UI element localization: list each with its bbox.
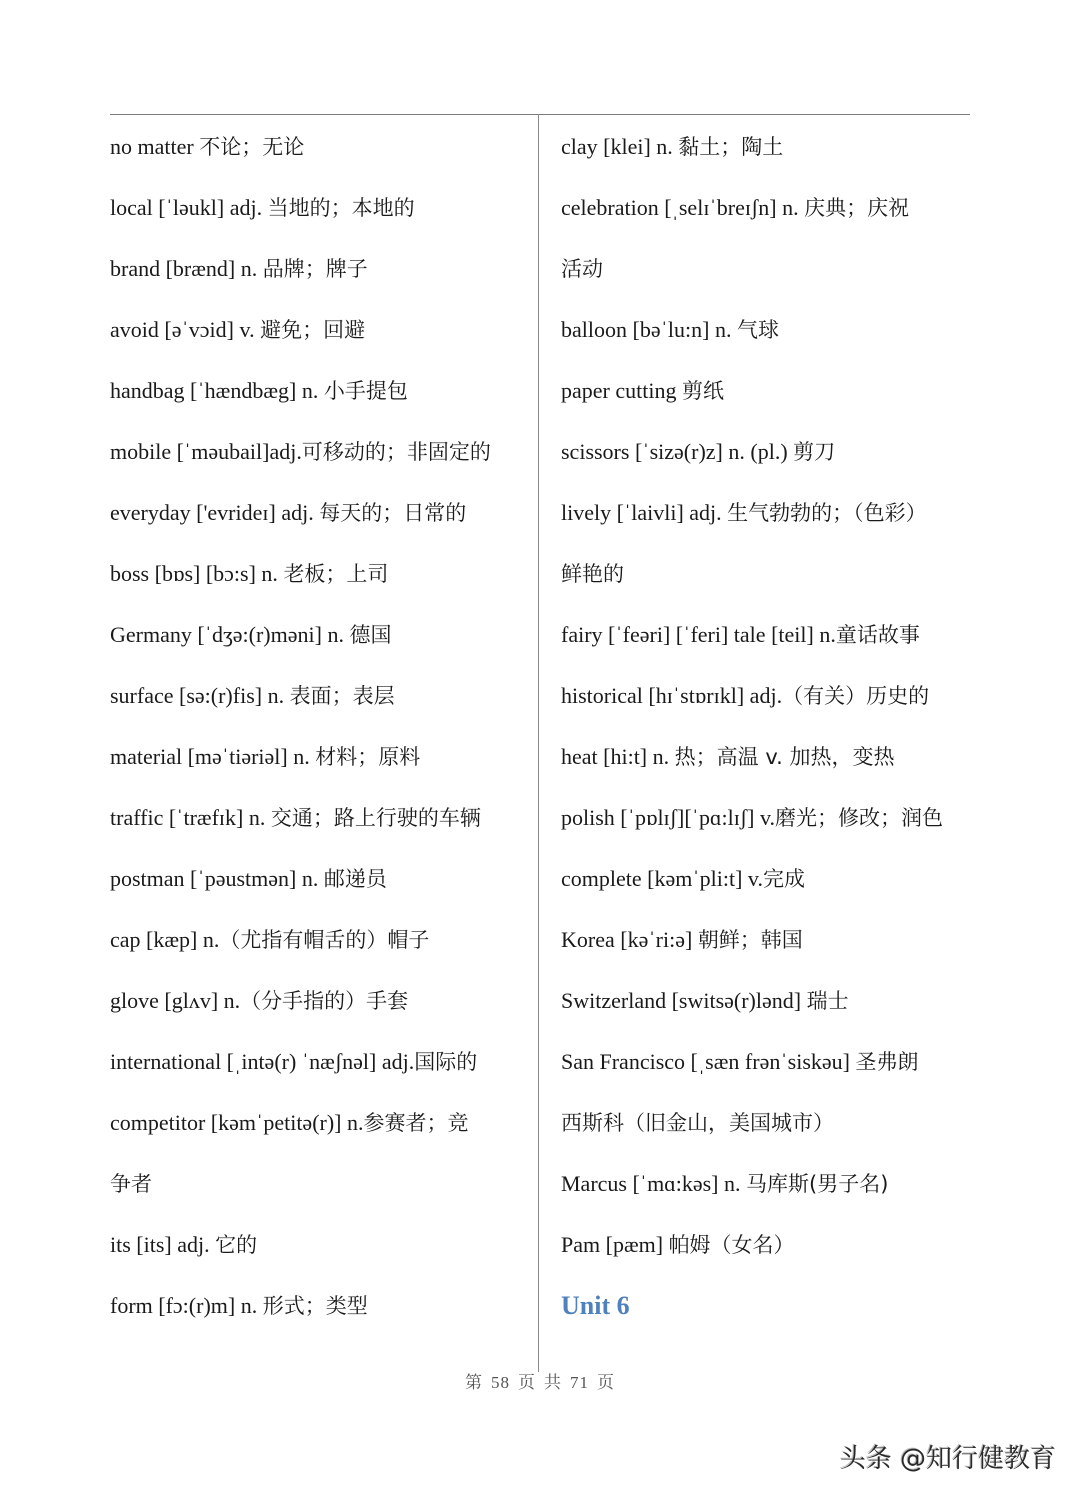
vocab-entry: historical [hɪˈstɒrɪkl] adj.（有关）历史的 <box>561 683 930 708</box>
vocab-entry: cap [kæp] n.（尤指有帽舌的）帽子 <box>110 927 430 952</box>
vocab-entry: Pam [pæm] 帕姆（女名） <box>561 1232 795 1257</box>
vocab-entry: balloon [bəˈlu:n] n. 气球 <box>561 317 779 342</box>
right-column <box>561 125 976 1345</box>
vocab-entry: celebration [ˌselɪˈbreɪʃn] n. 庆典；庆祝 <box>561 195 910 220</box>
vocab-entry-continued: 活动 <box>561 257 603 281</box>
vocab-entry: competitor [kəmˈpetitə(r)] n.参赛者；竞 <box>110 1110 469 1135</box>
vocab-entry: Switzerland [switsə(r)lənd] 瑞士 <box>561 988 849 1013</box>
vocab-entry: form [fɔ:(r)m] n. 形式；类型 <box>110 1293 368 1318</box>
vocab-entry: traffic [ˈtræfɪk] n. 交通；路上行驶的车辆 <box>110 805 481 830</box>
page-number-footer: 第 58 页 共 71 页 <box>465 1373 615 1392</box>
vocab-entry: scissors [ˈsizə(r)z] n. (pl.) 剪刀 <box>561 439 836 464</box>
vocab-entry: paper cutting 剪纸 <box>561 378 724 403</box>
vocab-entry: boss [bɒs] [bɔ:s] n. 老板；上司 <box>110 561 389 586</box>
vocab-entry: clay [klei] n. 黏土；陶土 <box>561 134 784 159</box>
vocab-entry: no matter 不论；无论 <box>110 134 305 159</box>
watermark: 头条 @知行健教育 <box>839 1444 1056 1474</box>
vocab-entry: handbag [ˈhændbæg] n. 小手提包 <box>110 378 408 403</box>
current-page: 58 <box>491 1373 510 1392</box>
vocab-entry: polish [ˈpɒlɪʃ][ˈpɑ:lɪʃ] v.磨光；修改；润色 <box>561 805 944 830</box>
vocab-entry: surface [sə:(r)fis] n. 表面；表层 <box>110 683 395 708</box>
vocab-entry-continued: 争者 <box>110 1172 152 1196</box>
vocab-entry: international [ˌintə(r) ˈnæʃnəl] adj.国际的 <box>110 1049 478 1074</box>
unit-heading: Unit 6 <box>561 1291 630 1320</box>
vocab-entry: Marcus [ˈmɑ:kəs] n. 马库斯(男子名) <box>561 1171 889 1196</box>
vocab-entry-continued: 西斯科（旧金山，美国城市） <box>561 1111 834 1135</box>
vocab-entry: local [ˈləukl] adj. 当地的；本地的 <box>110 195 415 220</box>
vocab-entry: brand [brænd] n. 品牌；牌子 <box>110 256 368 281</box>
vocab-entry: heat [hi:t] n. 热；高温 v. 加热，变热 <box>561 744 895 769</box>
total-pages: 71 <box>570 1373 589 1392</box>
header-rule <box>110 114 970 115</box>
column-divider <box>538 114 539 1372</box>
vocab-entry: San Francisco [ˌsæn frənˈsiskəu] 圣弗朗 <box>561 1049 919 1074</box>
vocab-entry: fairy [ˈfeəri] [ˈferi] tale [teil] n.童话故事 <box>561 622 920 647</box>
vocab-entry-continued: 鲜艳的 <box>561 562 624 586</box>
vocab-entry: glove [glʌv] n.（分手指的）手套 <box>110 988 409 1013</box>
vocab-entry: avoid [əˈvɔid] v. 避免；回避 <box>110 317 366 342</box>
vocab-entry: complete [kəmˈpli:t] v.完成 <box>561 866 806 891</box>
vocab-entry: everyday ['evrideɪ] adj. 每天的；日常的 <box>110 500 467 525</box>
vocab-entry: postman [ˈpəustmən] n. 邮递员 <box>110 866 387 891</box>
vocab-entry: lively [ˈlaivli] adj. 生气勃勃的；（色彩） <box>561 500 927 525</box>
vocab-entry: mobile [ˈməubail]adj.可移动的；非固定的 <box>110 439 491 464</box>
vocab-entry: material [məˈtiəriəl] n. 材料；原料 <box>110 744 421 769</box>
vocab-entry: Korea [kəˈri:ə] 朝鲜；韩国 <box>561 927 803 952</box>
unit-heading-line <box>561 1284 976 1345</box>
vocab-entry: Germany [ˈdʒə:(r)məni] n. 德国 <box>110 622 392 647</box>
vocab-entry: its [its] adj. 它的 <box>110 1232 258 1257</box>
left-column <box>110 125 530 1345</box>
